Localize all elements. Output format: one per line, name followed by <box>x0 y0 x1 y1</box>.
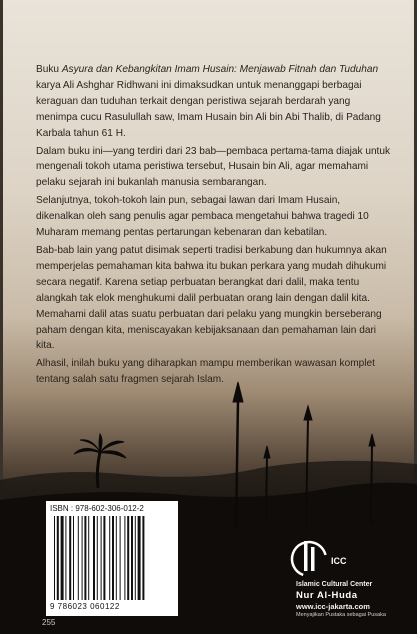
paragraph-text: Bab-bab lain yang patut disimak seperti tradisi berkabung dan hukumnya akan memperjelas pemahaman kita bahwa itu bukan perkara yang mudah dihukumi secara negatif. Karena setiap perbuatan berangkat dari dalil, maka tentu alangkah tak elok menghukumi dalil perbuatan orang lain dengan dalil kita. Memahami dalil atas suatu perbuatan dari pelaku yang mungkin berseberang paham dengan kita, meniscayakan kebijaksanaan dan pemahaman lain dari kita. <box>36 244 387 352</box>
book-title-text: Asyura dan Kebangkitan Imam Husain: Menjawab Fitnah dan Tuduhan <box>61 64 379 75</box>
blurb-paragraph <box>36 193 391 241</box>
paragraph-text: karya Ali Ashghar Ridhwani ini dimaksudkan untuk menanggapi berbagai keraguan dan tuduhan terkait dengan peristiwa sejarah berdarah yang menimpa cucu Rasulullah saw, Imam Husain bin Ali bin Abi Thalib, di Padang Karbala tahun 61 H. <box>36 79 381 139</box>
publisher-abbr: ICC <box>331 556 347 566</box>
blurb-paragraph <box>36 356 391 388</box>
blurb-text <box>36 62 391 390</box>
publisher-tagline: Menyajikan Pustaka sebagai Pusaka <box>296 612 386 618</box>
paragraph-text: Dalam buku ini—yang terdiri dari 23 bab—pembaca pertama-tama diajak untuk mengenali tokoh utama peristiwa tersebut, Husain bin Ali, agar memahami pelaku sejarah ini bukanlah manusia sembarangan. <box>36 145 391 189</box>
blurb-paragraph <box>36 62 391 142</box>
paragraph-text: Selanjutnya, tokoh-tokoh lain pun, sebagai lawan dari Imam Husain, dikenalkan oleh sang penulis agar pembaca mengetahui bahwa tragedi 10 Muharam memang pentas pertarungan kebenaran dan kebatilan. <box>36 195 369 239</box>
barcode-digits: 9 786023 060122 <box>50 602 120 611</box>
publisher-imprint: Nur Al-Huda <box>296 590 358 601</box>
paragraph-text: Buku <box>36 64 62 75</box>
paragraph-text: Alhasil, inilah buku yang diharapkan mampu memberikan wawasan komplet tentang salah satu fragmen sejarah Islam. <box>36 358 375 386</box>
blurb-paragraph <box>36 144 391 192</box>
page-number: 255 <box>42 618 56 627</box>
publisher-website: www.icc-jakarta.com <box>296 602 370 611</box>
icc-logo-icon <box>287 535 331 579</box>
blurb-paragraph <box>36 243 391 354</box>
isbn-label: ISBN : 978-602-306-012-2 <box>50 504 144 513</box>
isbn-barcode-block <box>46 501 178 616</box>
barcode-icon <box>52 516 172 602</box>
publisher-name: Islamic Cultural Center <box>296 581 373 588</box>
